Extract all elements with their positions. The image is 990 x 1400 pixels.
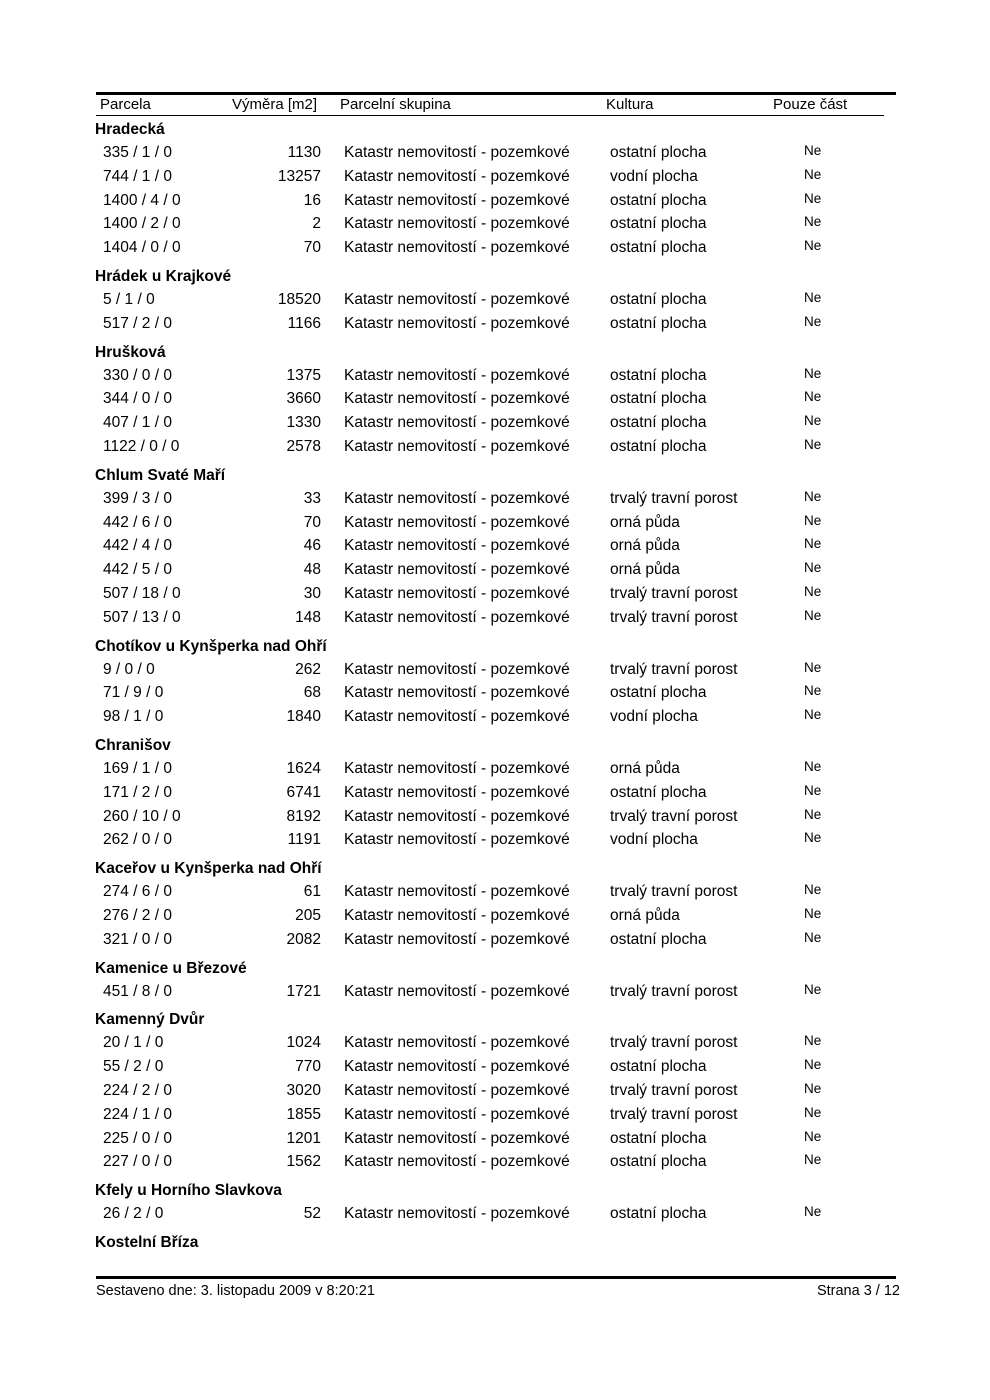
cell-vymera: 2578 — [286, 437, 321, 455]
cell-parcelni-skupina: Katastr nemovitostí - pozemkové — [344, 414, 570, 432]
cell-parcelni-skupina: Katastr nemovitostí - pozemkové — [344, 930, 570, 948]
cadastral-group — [95, 1009, 895, 1174]
table-row — [95, 1103, 895, 1127]
cell-parcelni-skupina: Katastr nemovitostí - pozemkové — [344, 191, 570, 209]
cadastral-area-title: Hradecká — [95, 121, 165, 138]
cell-kultura: vodní plocha — [610, 708, 698, 726]
cell-parcelni-skupina: Katastr nemovitostí - pozemkové — [344, 314, 570, 332]
cell-parcela: 744 / 1 / 0 — [103, 167, 172, 185]
table-row — [95, 189, 895, 213]
cell-parcela: 1404 / 0 / 0 — [103, 239, 181, 257]
cadastral-area-title: Hrádek u Krajkové — [95, 267, 232, 285]
cell-parcelni-skupina: Katastr nemovitostí - pozemkové — [344, 1153, 570, 1171]
cell-parcelni-skupina: Katastr nemovitostí - pozemkové — [344, 144, 570, 161]
table-row — [95, 904, 895, 928]
table-row — [95, 165, 895, 189]
cadastral-group — [95, 342, 895, 459]
cell-pouze-cast: Ne — [804, 560, 822, 576]
cell-kultura: trvalý travní porost — [610, 660, 738, 678]
cell-parcelni-skupina: Katastr nemovitostí - pozemkové — [344, 239, 570, 257]
cell-pouze-cast: Ne — [804, 583, 822, 599]
cell-pouze-cast: Ne — [804, 1152, 822, 1168]
cell-vymera: 1191 — [287, 831, 321, 849]
cadastral-group — [95, 266, 895, 336]
cell-pouze-cast: Ne — [804, 981, 822, 997]
cell-parcela: 5 / 1 / 0 — [103, 290, 155, 308]
cell-parcelni-skupina: Katastr nemovitostí - pozemkové — [344, 684, 570, 702]
cell-parcela: 451 / 8 / 0 — [103, 982, 172, 1000]
table-row — [95, 757, 895, 781]
cell-parcela: 225 / 0 / 0 — [103, 1129, 172, 1147]
cell-vymera: 1840 — [286, 708, 321, 726]
cell-parcelni-skupina: Katastr nemovitostí - pozemkové — [344, 584, 570, 602]
cell-parcela: 1400 / 2 / 0 — [103, 215, 181, 233]
table-row — [95, 511, 895, 535]
table-row — [95, 1127, 895, 1151]
cell-pouze-cast: Ne — [804, 830, 822, 846]
cell-parcela: 227 / 0 / 0 — [103, 1153, 172, 1171]
cell-vymera: 46 — [303, 537, 321, 555]
cell-kultura: trvalý travní porost — [610, 608, 738, 626]
cell-vymera: 48 — [303, 561, 321, 579]
table-row — [95, 681, 895, 705]
cell-vymera: 3020 — [286, 1081, 321, 1099]
cell-vymera: 1330 — [286, 414, 321, 432]
cell-kultura: ostatní plocha — [610, 144, 707, 161]
cadastral-group — [95, 465, 895, 630]
cell-pouze-cast: Ne — [804, 929, 822, 945]
table-row — [95, 805, 895, 829]
cell-kultura: orná půda — [610, 513, 680, 531]
cell-kultura: ostatní plocha — [610, 191, 707, 209]
table-row — [95, 1150, 895, 1174]
cell-kultura: vodní plocha — [610, 831, 698, 849]
cell-vymera: 1624 — [286, 759, 321, 777]
cadastral-group — [95, 119, 895, 260]
cell-pouze-cast: Ne — [804, 1104, 822, 1120]
cell-vymera: 1721 — [286, 982, 321, 1000]
cell-parcela: 274 / 6 / 0 — [103, 883, 172, 901]
cell-parcelni-skupina: Katastr nemovitostí - pozemkové — [344, 759, 570, 777]
cadastral-area-title: Kostelní Bříza — [95, 1233, 199, 1251]
cell-kultura: ostatní plocha — [610, 215, 707, 233]
cell-vymera: 1166 — [287, 314, 321, 332]
column-header-pouze-cast: Pouze část — [773, 96, 848, 113]
cell-pouze-cast: Ne — [804, 512, 822, 528]
cadastral-group — [95, 735, 895, 852]
cell-pouze-cast: Ne — [804, 659, 822, 675]
cadastral-group — [95, 958, 895, 1004]
cell-parcela: 276 / 2 / 0 — [103, 906, 172, 924]
cell-kultura: ostatní plocha — [610, 390, 707, 408]
cell-parcelni-skupina: Katastr nemovitostí - pozemkové — [344, 608, 570, 626]
cell-parcela: 321 / 0 / 0 — [103, 930, 172, 948]
cell-kultura: trvalý travní porost — [610, 1034, 738, 1052]
cell-parcelni-skupina: Katastr nemovitostí - pozemkové — [344, 437, 570, 455]
cell-pouze-cast: Ne — [804, 166, 822, 182]
cell-parcelni-skupina: Katastr nemovitostí - pozemkové — [344, 883, 570, 901]
cell-parcelni-skupina: Katastr nemovitostí - pozemkové — [344, 489, 570, 507]
table-row — [95, 582, 895, 606]
cell-parcelni-skupina: Katastr nemovitostí - pozemkové — [344, 561, 570, 579]
cell-pouze-cast: Ne — [804, 806, 822, 822]
cadastral-area-title: Chlum Svaté Maří — [95, 466, 226, 484]
table-row — [95, 1202, 895, 1226]
cell-parcelni-skupina: Katastr nemovitostí - pozemkové — [344, 1205, 570, 1223]
cell-kultura: trvalý travní porost — [610, 807, 738, 825]
cell-parcela: 71 / 9 / 0 — [103, 684, 164, 702]
cell-kultura: ostatní plocha — [610, 437, 707, 455]
table-row — [95, 1031, 895, 1055]
cell-vymera: 13257 — [277, 167, 321, 185]
cadastral-area-title: Hrušková — [95, 343, 166, 361]
cell-kultura: ostatní plocha — [610, 1205, 707, 1223]
cell-vymera: 1375 — [286, 366, 321, 384]
cell-parcelni-skupina: Katastr nemovitostí - pozemkové — [344, 831, 570, 849]
cell-vymera: 262 — [295, 660, 321, 678]
cell-parcela: 507 / 13 / 0 — [103, 608, 181, 626]
cell-vymera: 70 — [303, 239, 321, 257]
cell-parcela: 171 / 2 / 0 — [103, 783, 172, 801]
cell-pouze-cast: Ne — [804, 536, 822, 552]
table-row — [95, 387, 895, 411]
cell-parcela: 55 / 2 / 0 — [103, 1058, 164, 1076]
cadastral-group — [95, 1232, 895, 1254]
cell-vymera: 1024 — [286, 1034, 321, 1052]
cell-kultura: ostatní plocha — [610, 290, 707, 308]
cell-parcela: 517 / 2 / 0 — [103, 314, 172, 332]
cell-vymera: 52 — [303, 1205, 321, 1223]
cell-parcela: 262 / 0 / 0 — [103, 831, 172, 849]
cell-kultura: ostatní plocha — [610, 239, 707, 257]
cell-vymera: 68 — [303, 684, 321, 702]
column-header-kultura: Kultura — [606, 96, 654, 113]
cell-parcelni-skupina: Katastr nemovitostí - pozemkové — [344, 366, 570, 384]
cell-kultura: trvalý travní porost — [610, 982, 738, 1000]
cell-pouze-cast: Ne — [804, 289, 822, 305]
cell-kultura: orná půda — [610, 906, 680, 924]
cadastral-group — [95, 1180, 895, 1226]
table-row — [95, 236, 895, 260]
cell-pouze-cast: Ne — [804, 365, 822, 381]
cell-parcelni-skupina: Katastr nemovitostí - pozemkové — [344, 783, 570, 801]
cell-pouze-cast: Ne — [804, 607, 822, 623]
cell-vymera: 18520 — [277, 290, 321, 308]
table-row — [95, 828, 895, 852]
cell-kultura: orná půda — [610, 537, 680, 555]
cell-kultura: ostatní plocha — [610, 930, 707, 948]
cell-kultura: orná půda — [610, 561, 680, 579]
cell-pouze-cast: Ne — [804, 782, 822, 798]
cadastral-group — [95, 636, 895, 729]
cell-pouze-cast: Ne — [804, 1128, 822, 1144]
table-row — [95, 658, 895, 682]
table-row — [95, 312, 895, 336]
cell-pouze-cast: Ne — [804, 214, 822, 230]
table-row — [95, 558, 895, 582]
cell-parcela: 507 / 18 / 0 — [103, 584, 181, 602]
cell-kultura: ostatní plocha — [610, 684, 707, 702]
cell-vymera: 33 — [303, 489, 321, 507]
cell-pouze-cast: Ne — [804, 683, 822, 699]
cell-kultura: ostatní plocha — [610, 414, 707, 432]
cell-parcela: 9 / 0 / 0 — [103, 660, 155, 678]
cell-parcela: 407 / 1 / 0 — [103, 414, 172, 432]
table-row — [95, 435, 895, 459]
cell-vymera: 16 — [303, 191, 321, 209]
cadastral-area-title: Kfely u Horního Slavkova — [95, 1182, 282, 1200]
cell-parcela: 260 / 10 / 0 — [103, 807, 181, 825]
cell-pouze-cast: Ne — [804, 313, 822, 329]
cell-kultura: trvalý travní porost — [610, 1081, 738, 1099]
cell-parcelni-skupina: Katastr nemovitostí - pozemkové — [344, 167, 570, 185]
cell-vymera: 30 — [303, 584, 321, 602]
cell-pouze-cast: Ne — [804, 1057, 822, 1073]
cell-kultura: ostatní plocha — [610, 1153, 707, 1171]
cell-parcelni-skupina: Katastr nemovitostí - pozemkové — [344, 660, 570, 678]
cell-pouze-cast: Ne — [804, 882, 822, 898]
table-header — [96, 95, 896, 114]
cadastral-group — [95, 858, 895, 951]
table-row — [95, 1055, 895, 1079]
cell-vymera: 8192 — [286, 807, 321, 825]
table-row — [95, 705, 895, 729]
cell-vymera: 2 — [312, 215, 321, 233]
table-row — [95, 980, 895, 1004]
cell-pouze-cast: Ne — [804, 389, 822, 405]
cell-kultura: ostatní plocha — [610, 783, 707, 801]
header-underline — [96, 115, 884, 116]
table-row — [95, 880, 895, 904]
cell-pouze-cast: Ne — [804, 1204, 822, 1220]
cell-parcela: 20 / 1 / 0 — [103, 1034, 164, 1052]
table-row — [95, 288, 895, 312]
cell-parcela: 442 / 4 / 0 — [103, 537, 172, 555]
cell-parcelni-skupina: Katastr nemovitostí - pozemkové — [344, 513, 570, 531]
cell-vymera: 1562 — [286, 1153, 321, 1171]
cell-parcelni-skupina: Katastr nemovitostí - pozemkové — [344, 215, 570, 233]
cell-pouze-cast: Ne — [804, 190, 822, 206]
cell-parcelni-skupina: Katastr nemovitostí - pozemkové — [344, 1081, 570, 1099]
cell-pouze-cast: Ne — [804, 143, 822, 158]
cell-parcela: 344 / 0 / 0 — [103, 390, 172, 408]
table-row — [95, 141, 895, 165]
compiled-date: Sestaveno dne: 3. listopadu 2009 v 8:20:21 — [96, 1283, 375, 1299]
cell-pouze-cast: Ne — [804, 413, 822, 429]
column-header-parcela: Parcela — [100, 96, 151, 113]
cell-pouze-cast: Ne — [804, 488, 822, 504]
cell-parcela: 442 / 5 / 0 — [103, 561, 172, 579]
cell-parcela: 98 / 1 / 0 — [103, 708, 164, 726]
table-row — [95, 212, 895, 236]
cell-parcela: 399 / 3 / 0 — [103, 489, 172, 507]
cell-pouze-cast: Ne — [804, 436, 822, 452]
cell-parcelni-skupina: Katastr nemovitostí - pozemkové — [344, 1129, 570, 1147]
cell-parcela: 224 / 1 / 0 — [103, 1105, 172, 1123]
cell-pouze-cast: Ne — [804, 1080, 822, 1096]
cell-parcela: 442 / 6 / 0 — [103, 513, 172, 531]
cell-parcelni-skupina: Katastr nemovitostí - pozemkové — [344, 906, 570, 924]
cell-parcela: 335 / 1 / 0 — [103, 144, 172, 161]
cell-kultura: vodní plocha — [610, 167, 698, 185]
cell-parcelni-skupina: Katastr nemovitostí - pozemkové — [344, 708, 570, 726]
cell-parcela: 224 / 2 / 0 — [103, 1081, 172, 1099]
cell-parcela: 330 / 0 / 0 — [103, 366, 172, 384]
cell-kultura: ostatní plocha — [610, 1058, 707, 1076]
cell-parcelni-skupina: Katastr nemovitostí - pozemkové — [344, 982, 570, 1000]
cell-pouze-cast: Ne — [804, 238, 822, 254]
cell-vymera: 6741 — [286, 783, 321, 801]
column-header-parcelni-skupina: Parcelní skupina — [340, 96, 451, 113]
cell-vymera: 1201 — [286, 1129, 321, 1147]
cell-kultura: orná půda — [610, 759, 680, 777]
cell-parcelni-skupina: Katastr nemovitostí - pozemkové — [344, 290, 570, 308]
table-row — [95, 781, 895, 805]
page-footer — [96, 1281, 900, 1301]
cell-kultura: trvalý travní porost — [610, 584, 738, 602]
cell-vymera: 148 — [295, 608, 321, 626]
cell-vymera: 2082 — [286, 930, 321, 948]
cell-parcela: 1122 / 0 / 0 — [103, 437, 180, 455]
cell-kultura: ostatní plocha — [610, 366, 707, 384]
cell-parcela: 1400 / 4 / 0 — [103, 191, 181, 209]
cell-kultura: trvalý travní porost — [610, 489, 738, 507]
table-row — [95, 487, 895, 511]
cell-parcelni-skupina: Katastr nemovitostí - pozemkové — [344, 390, 570, 408]
cell-parcelni-skupina: Katastr nemovitostí - pozemkové — [344, 1058, 570, 1076]
table-row — [95, 534, 895, 558]
cell-parcelni-skupina: Katastr nemovitostí - pozemkové — [344, 537, 570, 555]
cell-kultura: ostatní plocha — [610, 314, 707, 332]
cell-pouze-cast: Ne — [804, 758, 822, 774]
cell-pouze-cast: Ne — [804, 707, 822, 723]
column-header-vymera: Výměra [m2] — [232, 96, 318, 113]
table-row — [95, 606, 895, 630]
cadastral-area-title: Kamenný Dvůr — [95, 1011, 205, 1029]
cell-vymera: 3660 — [286, 390, 321, 408]
cell-vymera: 1855 — [286, 1105, 321, 1123]
table-row — [95, 928, 895, 952]
cell-vymera: 770 — [295, 1058, 321, 1076]
table-row — [95, 1079, 895, 1103]
table-row — [95, 411, 895, 435]
cell-vymera: 61 — [303, 883, 321, 901]
cell-vymera: 1130 — [287, 144, 321, 161]
cell-parcela: 169 / 1 / 0 — [103, 759, 172, 777]
cell-parcela: 26 / 2 / 0 — [103, 1205, 164, 1223]
cell-kultura: trvalý travní porost — [610, 1105, 738, 1123]
cell-parcelni-skupina: Katastr nemovitostí - pozemkové — [344, 1034, 570, 1052]
cell-parcelni-skupina: Katastr nemovitostí - pozemkové — [344, 1105, 570, 1123]
parcel-list — [95, 119, 895, 1260]
cell-vymera: 70 — [303, 513, 321, 531]
cadastral-area-title: Chotíkov u Kynšperka nad Ohří — [95, 637, 327, 655]
bottom-rule — [96, 1276, 896, 1279]
cell-pouze-cast: Ne — [804, 1033, 822, 1049]
cell-kultura: trvalý travní porost — [610, 883, 738, 901]
cell-pouze-cast: Ne — [804, 905, 822, 921]
cadastral-area-title: Kaceřov u Kynšperka nad Ohří — [95, 860, 322, 878]
cell-parcelni-skupina: Katastr nemovitostí - pozemkové — [344, 807, 570, 825]
cadastral-area-title: Chranišov — [95, 736, 171, 754]
cadastral-area-title: Kamenice u Březové — [95, 959, 247, 977]
cell-vymera: 205 — [295, 906, 321, 924]
page-number: Strana 3 / 12 — [816, 1283, 900, 1299]
table-row — [95, 364, 895, 388]
cell-kultura: ostatní plocha — [610, 1129, 707, 1147]
